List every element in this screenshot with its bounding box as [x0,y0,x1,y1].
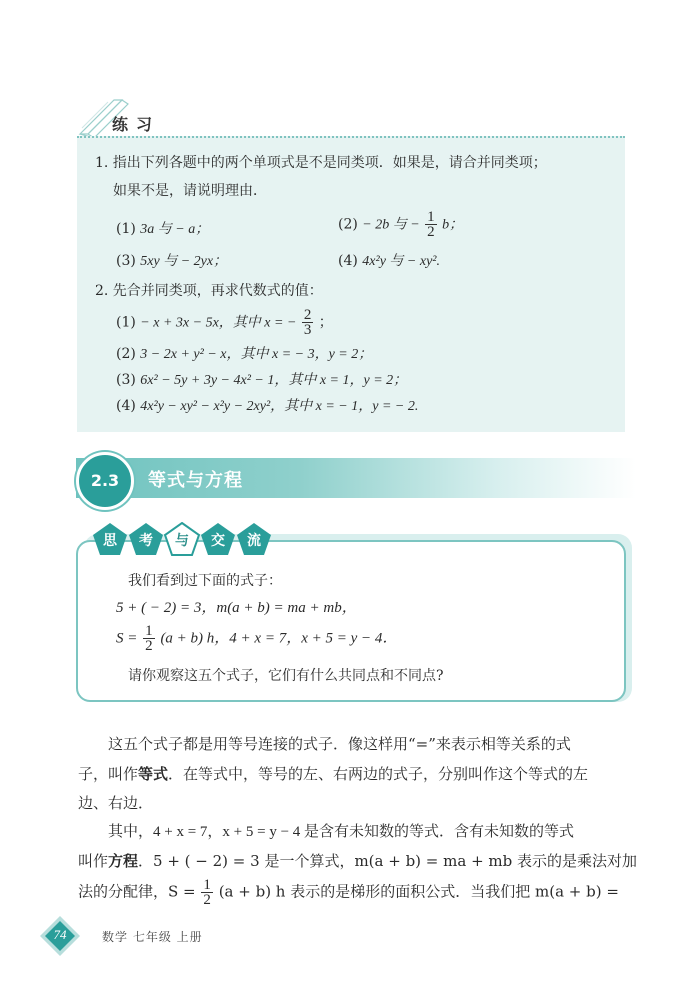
q1-text-line1: 1. 指出下列各题中的两个单项式是不是同类项．如果是，请合并同类项； [95,155,547,171]
section-title: 等式与方程 [148,470,243,491]
q1-item-4: (4) 4x²y 与 − xy². [338,253,440,269]
fraction: $\frac{1}{2}$ [203,877,211,908]
fraction: $\frac{1}{2}$ [145,623,153,654]
think-tag-3: 与 [175,533,189,549]
para1-line3: 边、右边． [78,794,154,812]
think-line-3: S = $\frac{1}{2}$ (a + b) h，4 + x = 7，x + 5 = y − 4． [116,623,398,654]
q2-item-2: (2) 3 − 2x + y² − x，其中 x = − 3，y = 2； [116,346,373,362]
keyword-equation: 等式 [138,765,169,783]
para2-line1: 其中，4 + x = 7，x + 5 = y − 4 是含有未知数的等式．含有未知数的等式 [108,824,575,840]
q2-text: 2. 先合并同类项，再求代数式的值： [95,283,323,299]
think-line-2: 5 + ( − 2) = 3，m(a + b) = ma + mb， [116,600,357,616]
section-number-badge: 2.3 [76,452,134,510]
exercise-title: 练习 [112,115,161,134]
q2-item-4: (4) 4x²y − xy² − x²y − 2xy²，其中 x = − 1，y = − 2. [116,398,419,414]
q1-item-1: (1) 3a 与 − a； [116,221,210,237]
q1-item-2: (2) − 2b 与 − $\frac{1}{2}$ b； [338,209,464,240]
para2-line3: 法的分配律，S = $\frac{1}{2}$ (a + b) h 表示的是梯形的面积公式．当我们把 m(a + b) = [78,877,619,908]
think-line-1: 我们看到过下面的式子： [128,573,282,589]
q2-item-1: (1) − x + 3x − 5x，其中 x = − $\frac{2}{3}$ ； [116,307,333,338]
think-tag-5: 流 [247,533,261,549]
fraction: $\frac{2}{3}$ [303,307,312,338]
think-tag-1: 思 [103,533,117,549]
q1-item-3: (3) 5xy 与 − 2yx； [116,253,228,269]
para1-line2: 子，叫作等式．在等式中，等号的左、右两边的式子，分别叫作这个等式的左 [78,765,589,783]
para1-line1: 这五个式子都是用等号连接的式子．像这样用“=”来表示相等关系的式 [108,735,571,753]
footer-book-title: 数学 七年级 上册 [102,930,203,944]
fraction: $\frac{1}{2}$ [427,209,435,240]
page-number: 74 [53,927,67,942]
para2-line2: 叫作方程．5 + ( − 2) = 3 是一个算式，m(a + b) = ma + mb 表示的是乘法对加 [78,852,637,870]
q2-item-3: (3) 6x² − 5y + 3y − 4x² − 1，其中 x = 1，y = 2； [116,372,408,388]
keyword-equation-solve: 方程 [108,852,139,870]
think-tag-2: 考 [139,533,153,549]
think-line-4: 请你观察这五个式子，它们有什么共同点和不同点? [128,668,444,684]
q1-text-line2: 如果不是，请说明理由． [113,183,267,199]
think-tag-4: 交 [211,533,225,549]
